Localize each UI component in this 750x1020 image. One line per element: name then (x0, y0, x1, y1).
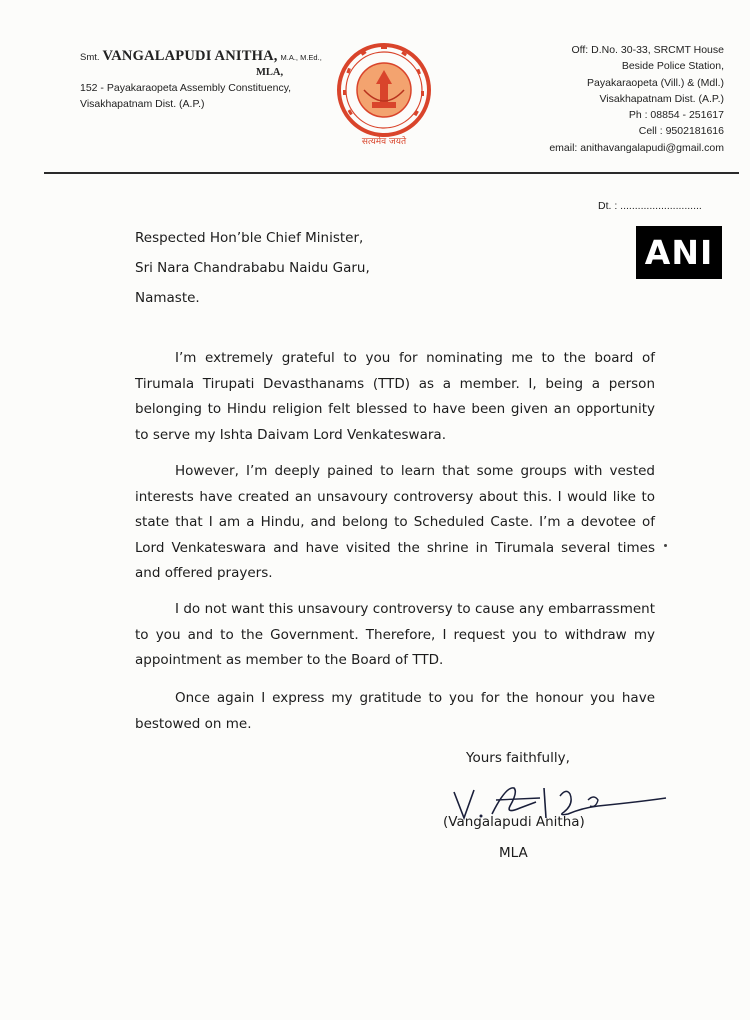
salutation-line: Sri Nara Chandrababu Naidu Garu, (135, 260, 370, 276)
paragraph-text: I do not want this unsavoury controversy to cause any embarrassment to you and to the Government. Therefore, I request you to withdraw my appointment as member to the Board of TTD. (135, 601, 655, 668)
office-line: Off: D.No. 30-33, SRCMT House (571, 44, 724, 56)
ani-watermark-logo: ANI (636, 226, 722, 279)
office-line: Payakaraopeta (Vill.) & (Mdl.) (587, 76, 724, 89)
sender-district: Visakhapatnam Dist. (A.P.) (80, 98, 205, 110)
government-seal-icon (334, 40, 434, 150)
signatory-name: (Vangalapudi Anitha) (443, 814, 585, 830)
sender-designation: MLA, (256, 67, 284, 78)
body-paragraph (135, 459, 655, 587)
letterhead-divider (44, 172, 739, 174)
signatory-title: MLA (499, 845, 528, 861)
office-cell: Cell : 9502181616 (638, 125, 724, 138)
sender-qualifications: M.A., M.Ed., (280, 53, 322, 62)
seal-motto: सत्यमेव जयते (361, 137, 407, 147)
stray-mark (664, 544, 667, 547)
sender-name-line (80, 48, 350, 66)
sender-prefix: Smt. (80, 52, 100, 63)
body-paragraph (135, 686, 655, 737)
body-paragraph (135, 597, 655, 674)
paragraph-text: I’m extremely grateful to you for nominating me to the board of Tirumala Tirupati Devasthanams (TTD) as a member. I, being a person belonging to Hindu religion felt blessed to have been given an opportunity to serve my Ishta Daivam Lord Venkateswara. (135, 350, 655, 443)
letterhead-office-block (504, 42, 724, 156)
letterhead-sender-block (80, 48, 350, 112)
office-email: email: anithavangalapudi@gmail.com (549, 141, 724, 154)
paragraph-text: Once again I express my gratitude to you for the honour you have bestowed on me. (135, 690, 655, 732)
paragraph-text: However, I’m deeply pained to learn that some groups with vested interests have created an unsavoury controversy about this. I would like to state that I am a Hindu, and belong to Scheduled Caste. I’m a devotee of Lord Venkateswara and have visited the shrine in Tirumala several times and offered prayers. (135, 463, 655, 581)
body-paragraph (135, 346, 655, 448)
salutation-line: Namaste. (135, 290, 200, 306)
office-phone: Ph : 08854 - 251617 (628, 109, 724, 122)
sender-name: VANGALAPUDI ANITHA, (102, 48, 278, 64)
salutation-line: Respected Hon’ble Chief Minister, (135, 230, 364, 246)
sender-constituency: 152 - Payakaraopeta Assembly Constituency, (80, 82, 292, 94)
office-line: Visakhapatnam Dist. (A.P.) (599, 92, 724, 105)
office-line: Beside Police Station, (621, 60, 724, 73)
date-field: Dt. : ............................ (598, 200, 702, 212)
closing-phrase: Yours faithfully, (466, 750, 570, 766)
